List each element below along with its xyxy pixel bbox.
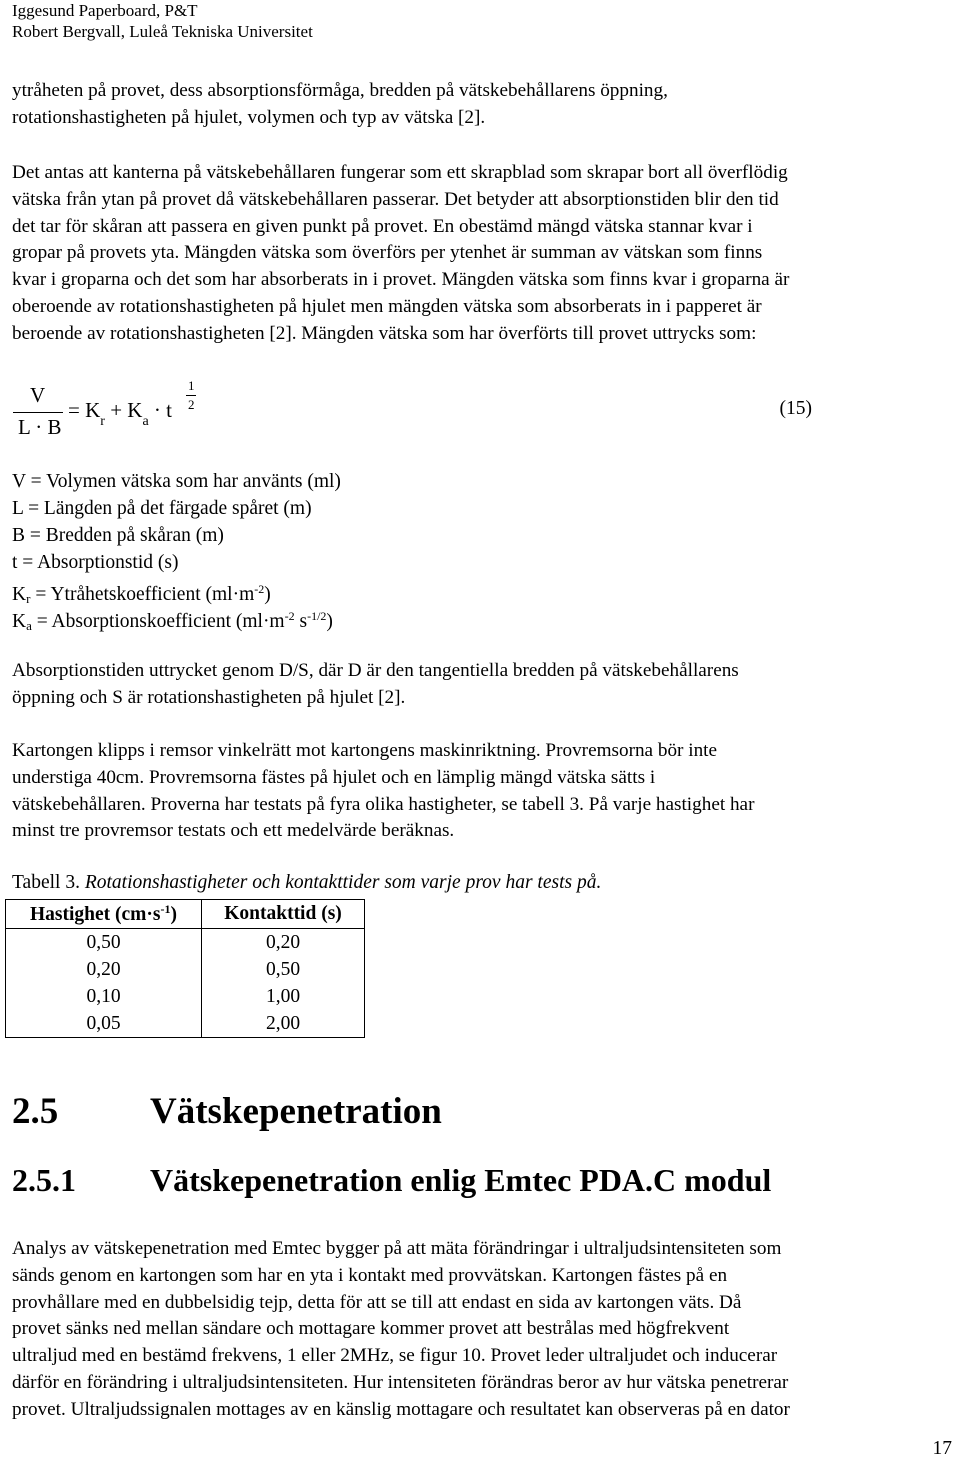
table-cell: 0,05 [6,1010,202,1038]
text-line: Analys av vätskepenetration med Emtec bygger på att mäta förändringar i ultraljudsintensiteten som [12,1238,782,1259]
subscript-r: r [100,414,105,429]
definition-b: B = Bredden på skåran (m) [12,525,224,546]
exponent-bar [186,395,196,396]
ka-text: = Absorptionskoefficient (ml·m [31,611,285,632]
kr-text: = Ytråhetskoefficient (ml·m [30,584,255,605]
definition-kr [12,576,341,606]
ka-exponent-2: -1/2 [307,609,327,623]
caption-text: Rotationshastigheter och kontakttider som varje prov har tests på. [84,872,602,893]
text-line: kvar i groparna och det som har absorberats in i provet. Mängden vätska som finns kvar i groparna är [12,269,790,291]
definition-v: V = Volymen vätska som har använts (ml) [12,471,341,492]
text-line: provet. Ultraljudssignalen mottages av en känslig mottagare och resultatet kan observeras på en dator [12,1398,790,1420]
table-cell: 0,50 [6,929,202,957]
speed-table [5,899,365,1038]
k-symbol: K [127,398,143,422]
section-number: 2.5 [12,1091,59,1132]
table-header-row [6,900,365,929]
table-cell: 0,10 [6,983,202,1010]
text-line: det tar för skåran att passera en given punkt på provet. En obestämd mängd vätska stannar kvar i [12,215,753,237]
ka-mid: s [294,611,308,632]
text-line: öppning och S är rotationshastigheten på hjulet [2]. [12,686,406,708]
equals-sign: = [68,398,80,422]
paragraph-4 [12,738,957,845]
table-cell: 2,00 [202,1010,365,1038]
text-line: vätskebehållaren. Proverna har testats på fyra olika hastigheter, se tabell 3. På varje hastighet har [12,793,755,815]
table-cell: 0,20 [6,956,202,983]
table-cell: 0,50 [202,956,365,983]
subscript-a: a [142,414,149,429]
header-close: ) [170,904,178,925]
text-line: Absorptionstiden uttrycket genom D/S, där D är den tangentiella bredden på vätskebehållarens [12,660,739,681]
paragraph-3 [12,658,957,712]
text-line: Det antas att kanterna på vätskebehållaren fungerar som ett skrapblad som skrapar bort all överflödig [12,162,788,183]
definition-l: L = Längden på det färgade spåret (m) [12,498,312,519]
equation-number: (15) [779,398,812,419]
page-number: 17 [932,1438,952,1459]
paragraph-1 [12,78,957,132]
table-row [6,1010,365,1038]
variable-definitions [12,468,341,633]
ka-exponent-1: -2 [284,609,295,623]
text-line: oberoende av rotationshastigheten på hjulet men mängden vätska som absorberats in i papperet är [12,295,762,317]
text-line: vätska från ytan på provet då vätskebehållaren passerar. Det betyder att absorptionstiden blir den tid [12,188,779,210]
table-caption [12,872,601,894]
text-line: rotationshastigheten på hjulet, volymen och typ av vätska [2]. [12,106,486,128]
fraction-bar [13,412,63,413]
column-header-contact-time: Kontakttid (s) [202,900,365,929]
ka-subscript: a [26,618,32,633]
definition-ka [12,603,341,633]
header-text: Hastighet (cm·s [29,904,161,925]
text-line: sänds genom en kartongen som har en yta i kontakt med provvätskan. Kartongen fästes på en [12,1264,728,1286]
plus-sign: + [110,398,123,422]
header-company: Iggesund Paperboard, P&T [12,1,198,20]
text-line: understiga 40cm. Provremsorna fästes på hjulet och en lämplig mängd vätska sätts i [12,766,656,788]
kr-subscript: r [26,591,31,606]
table-row [6,929,365,957]
text-line: beroende av rotationshastigheten [2]. Mängden vätska som har överförts till provet uttrycks som: [12,322,757,344]
caption-label: Tabell 3. [12,872,85,893]
ka-symbol: K [12,611,27,632]
exponent-numerator: 1 [188,378,195,393]
kr-close: ) [264,584,271,605]
equation-rhs [68,398,172,429]
section-title: Vätskepenetration [150,1091,442,1132]
kr-symbol: K [12,584,27,605]
subsection-number: 2.5.1 [12,1162,76,1198]
text-line: ytråheten på provet, dess absorptionsförmåga, bredden på vätskebehållarens öppning, [12,80,668,101]
text-line: Kartongen klipps i remsor vinkelrätt mot kartongens maskinriktning. Provremsorna bör inte [12,740,718,761]
text-line: minst tre provremsor testats och ett medelvärde beräknas. [12,820,455,842]
header-exponent: -1 [160,902,171,916]
subsection-title: Vätskepenetration enlig Emtec PDA.C modul [150,1162,772,1198]
definition-t: t = Absorptionstid (s) [12,552,179,573]
paragraph-2 [12,160,957,348]
header-author: Robert Bergvall, Luleå Tekniska Universitet [12,22,313,41]
exponent-denominator: 2 [188,397,195,412]
text-line: därför en förändring i ultraljudsintensiteten. Hur intensiteten förändras beror av hur vätska penetrerar [12,1371,789,1393]
text-line: provet sänks ned mellan sändare och mottagare kommer provet att bestrålas med högfrekvent [12,1318,730,1340]
table-row [6,956,365,983]
fraction-numerator: V [30,383,46,407]
table-cell: 1,00 [202,983,365,1010]
subsection-heading [12,1162,771,1199]
text-line: gropar på provets yta. Mängden vätska som överförs per ytenhet är summan av vätskan som finns [12,242,763,264]
text-line: provhållare med en dubbelsidig tejp, detta för att se till att endast en sida av kartongen väts. Då [12,1291,742,1313]
paragraph-5 [12,1236,957,1424]
fraction-denominator: L · B [18,415,62,439]
page-header [12,0,313,42]
table-row [6,983,365,1010]
section-heading [12,1090,442,1133]
kr-exponent: -2 [254,582,265,596]
column-header-speed [6,900,202,929]
text-line: ultraljud med en bestämd frekvens, 1 eller 2MHz, se figur 10. Provet leder ultraljudet och inducerar [12,1345,778,1367]
table-cell: 0,20 [202,929,365,957]
time-term: · t [153,398,172,422]
ka-close: ) [326,611,333,632]
k-symbol: K [85,398,101,422]
